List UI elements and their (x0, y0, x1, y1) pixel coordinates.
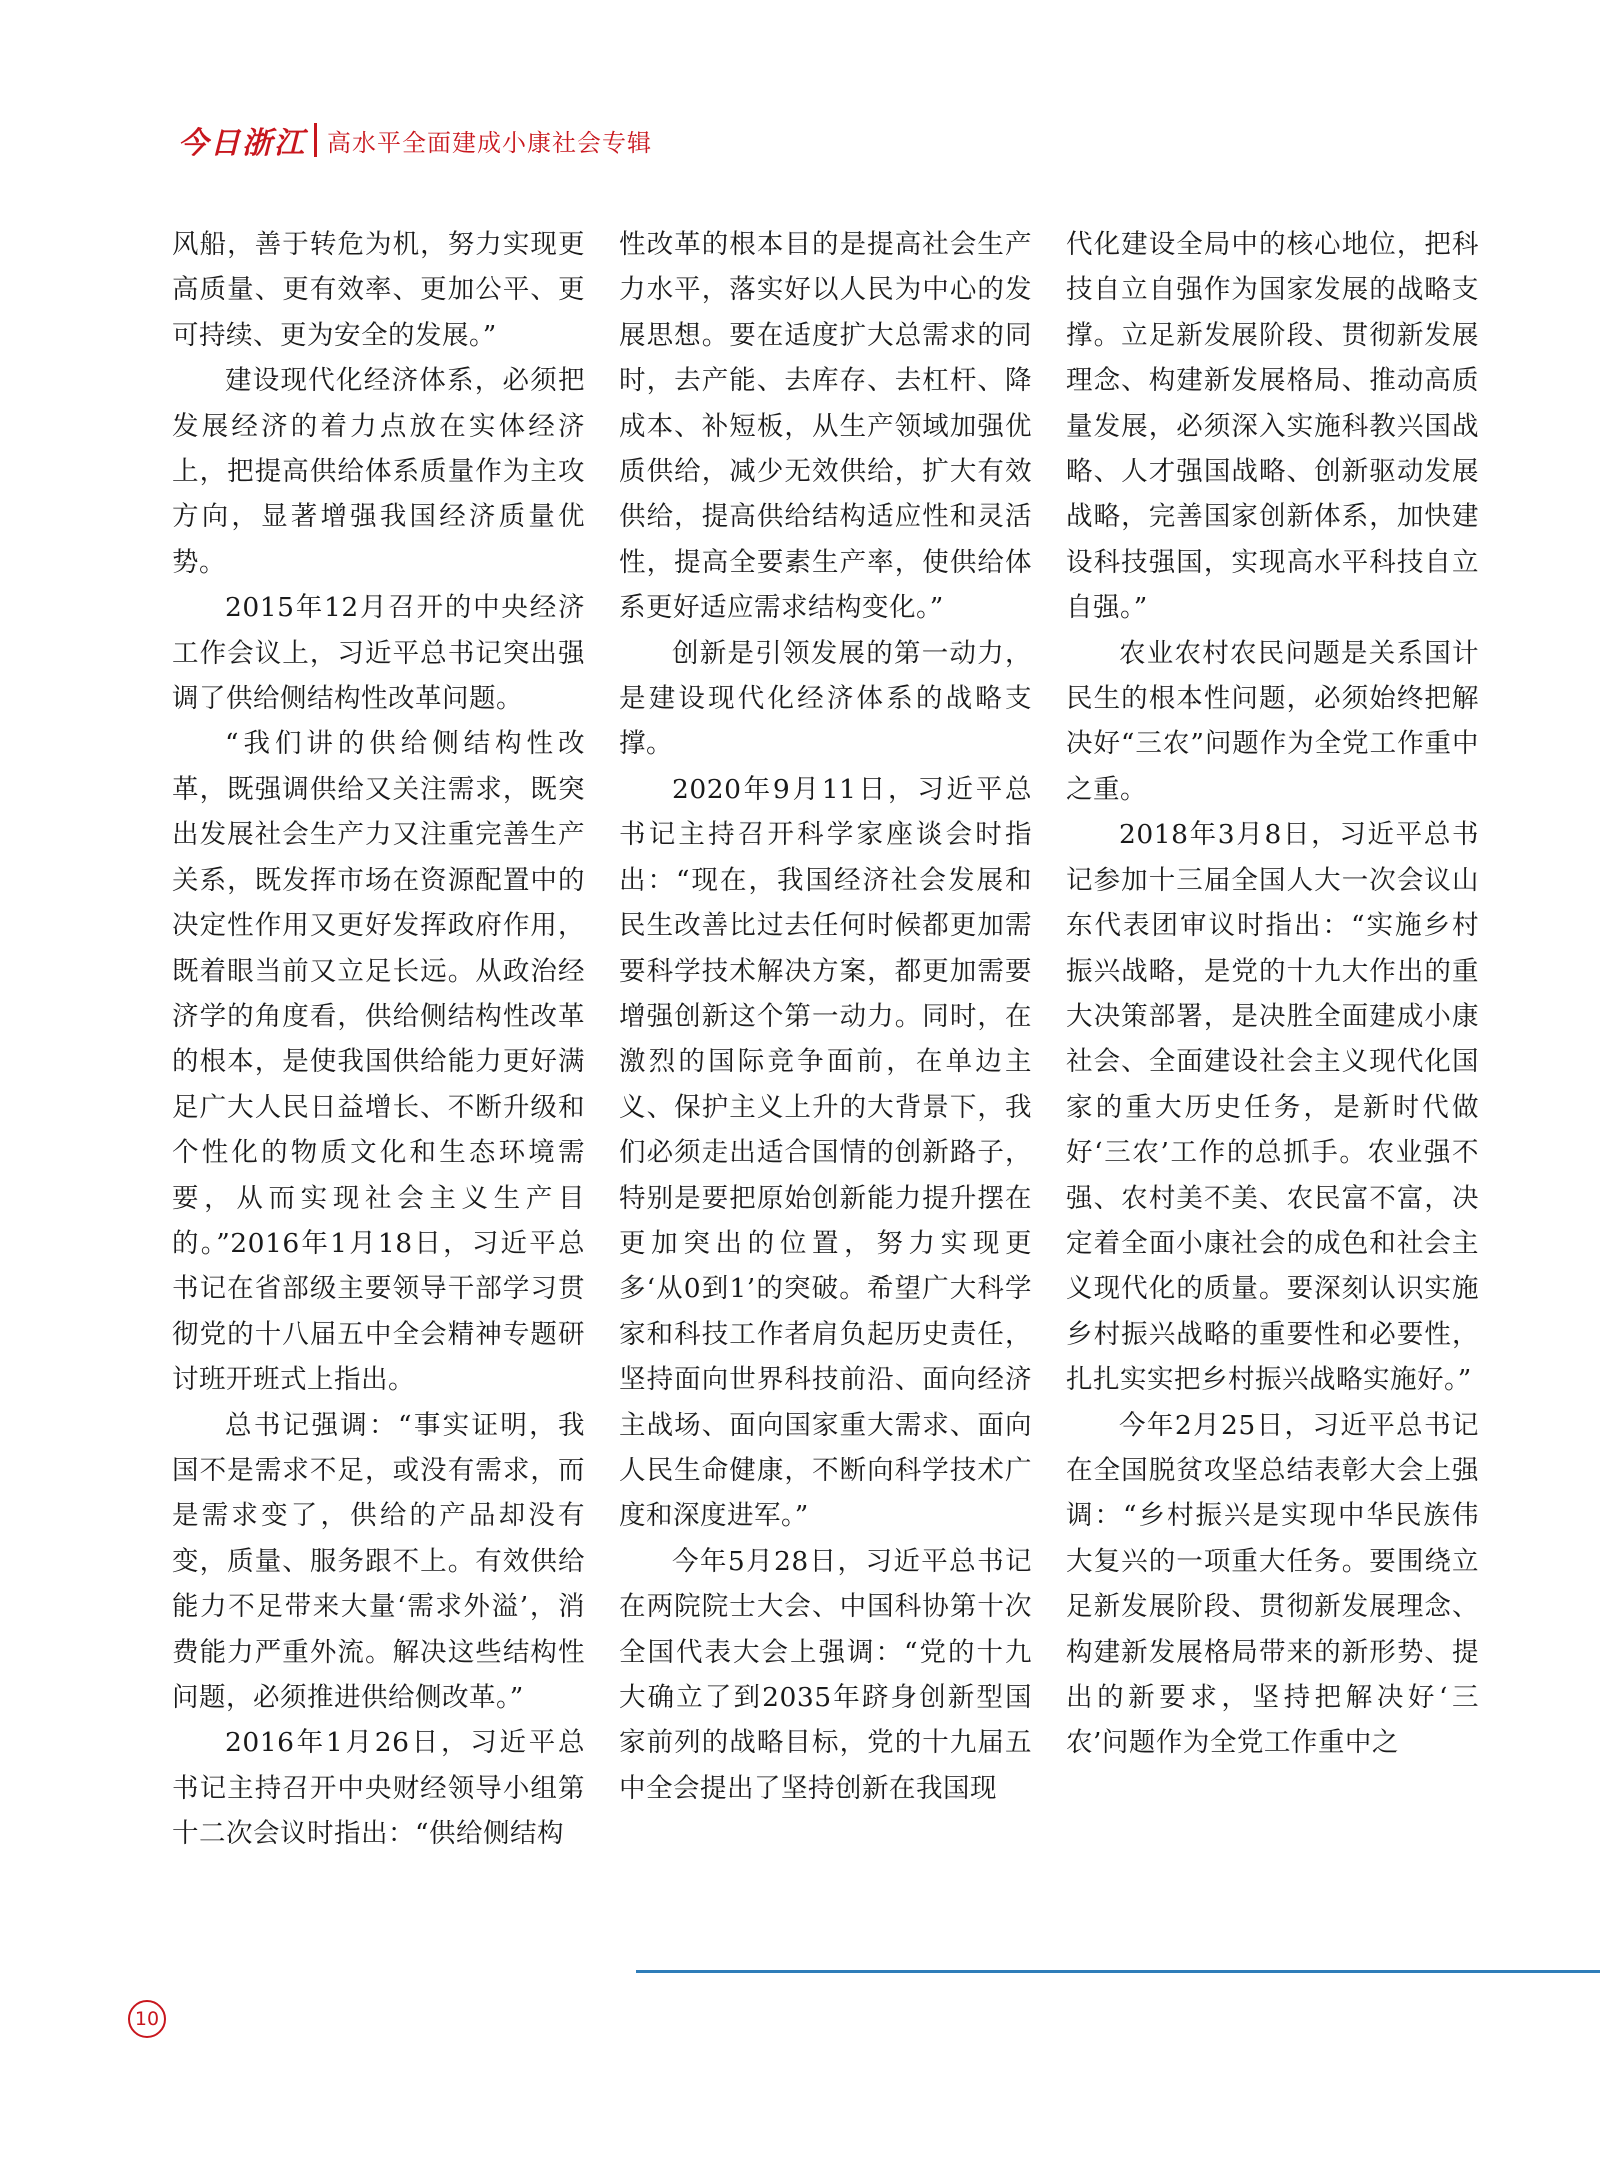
paragraph: 农业农村农民问题是关系国计民生的根本性问题，必须始终把解决好“三农”问题作为全党工作重中之重。 (1066, 637, 1479, 805)
column-3 (1066, 222, 1479, 1857)
paragraph: 2018年3月8日，习近平总书记参加十三届全国人大一次会议山东代表团审议时指出：“实施乡村振兴战略，是党的十九大作出的重大决策部署，是决胜全面建成小康社会、全面建设社会主义现代化国家的重大历史任务，是新时代做好‘三农’工作的总抓手。农业强不强、农村美不美、农民富不富，决定着全面小康社会的成色和社会主义现代化的质量。要深刻认识实施乡村振兴战略的重要性和必要性，扎扎实实把乡村振兴战略实施好。” (1066, 819, 1479, 1396)
paragraph: 代化建设全局中的核心地位，把科技自立自强作为国家发展的战略支撑。立足新发展阶段、贯彻新发展理念、构建新发展格局、推动高质量发展，必须深入实施科教兴国战略、人才强国战略、创新驱动发展战略，完善国家创新体系，加快建设科技强国，实现高水平科技自立自强。” (1066, 229, 1479, 624)
page-number: 10 (128, 2000, 166, 2038)
paragraph: “我们讲的供给侧结构性改革，既强调供给又关注需求，既突出发展社会生产力又注重完善生产关系，既发挥市场在资源配置中的决定性作用又更好发挥政府作用，既着眼当前又立足长远。从政治经济学的角度看，供给侧结构性改革的根本，是使我国供给能力更好满足广大人民日益增长、不断升级和个性化的物质文化和生态环境需要，从而实现社会主义生产目的。”2016年1月18日，习近平总书记在省部级主要领导干部学习贯彻党的十八届五中全会精神专题研讨班开班式上指出。 (172, 728, 585, 1396)
footer-rule (636, 1970, 1600, 1973)
section-title: 高水平全面建成小康社会专辑 (327, 128, 652, 157)
paragraph: 2020年9月11日，习近平总书记主持召开科学家座谈会时指出：“现在，我国经济社会发展和民生改善比过去任何时候都更加需要科学技术解决方案，都更加需要增强创新这个第一动力。同时，在激烈的国际竞争面前，在单边主义、保护主义上升的大背景下，我们必须走出适合国情的创新路子，特别是要把原始创新能力提升摆在更加突出的位置，努力实现更多‘从0到1’的突破。希望广大科学家和科技工作者肩负起历史责任，坚持面向世界科技前沿、面向经济主战场、面向国家重大需求、面向人民生命健康，不断向科学技术广度和深度进军。” (619, 773, 1032, 1532)
paragraph: 风船，善于转危为机，努力实现更高质量、更有效率、更加公平、更可持续、更为安全的发展。” (172, 229, 585, 351)
magazine-logo: 今日浙江 (178, 126, 306, 161)
column-2 (619, 222, 1032, 1857)
paragraph: 建设现代化经济体系，必须把发展经济的着力点放在实体经济上，把提高供给体系质量作为主攻方向，显著增强我国经济质量优势。 (172, 365, 585, 578)
paragraph: 今年2月25日，习近平总书记在全国脱贫攻坚总结表彰大会上强调：“乡村振兴是实现中华民族伟大复兴的一项重大任务。要围绕立足新发展阶段、贯彻新发展理念、构建新发展格局带来的新形势、提出的新要求，坚持把解决好‘三农’问题作为全党工作重中之 (1066, 1409, 1479, 1759)
paragraph: 2016年1月26日，习近平总书记主持召开中央财经领导小组第十二次会议时指出：“供给侧结构 (172, 1727, 585, 1850)
paragraph: 总书记强调：“事实证明，我国不是需求不足，或没有需求，而是需求变了，供给的产品却没有变，质量、服务跟不上。有效供给能力不足带来大量‘需求外溢’，消费能力严重外流。解决这些结构性问题，必须推进供给侧改革。” (172, 1409, 585, 1713)
article-body (172, 222, 1479, 1857)
paragraph: 性改革的根本目的是提高社会生产力水平，落实好以人民为中心的发展思想。要在适度扩大总需求的同时，去产能、去库存、去杠杆、降成本、补短板，从生产领域加强优质供给，减少无效供给，扩大有效供给，提高供给结构适应性和灵活性，提高全要素生产率，使供给体系更好适应需求结构变化。” (619, 229, 1032, 624)
column-1 (172, 222, 585, 1857)
paragraph: 2015年12月召开的中央经济工作会议上，习近平总书记突出强调了供给侧结构性改革问题。 (172, 592, 585, 715)
header-divider (314, 123, 317, 157)
page-header (178, 120, 652, 160)
paragraph: 创新是引领发展的第一动力，是建设现代化经济体系的战略支撑。 (619, 637, 1032, 760)
paragraph: 今年5月28日，习近平总书记在两院院士大会、中国科协第十次全国代表大会上强调：“党的十九大确立了到2035年跻身创新型国家前列的战略目标，党的十九届五中全会提出了坚持创新在我国现 (619, 1545, 1032, 1804)
